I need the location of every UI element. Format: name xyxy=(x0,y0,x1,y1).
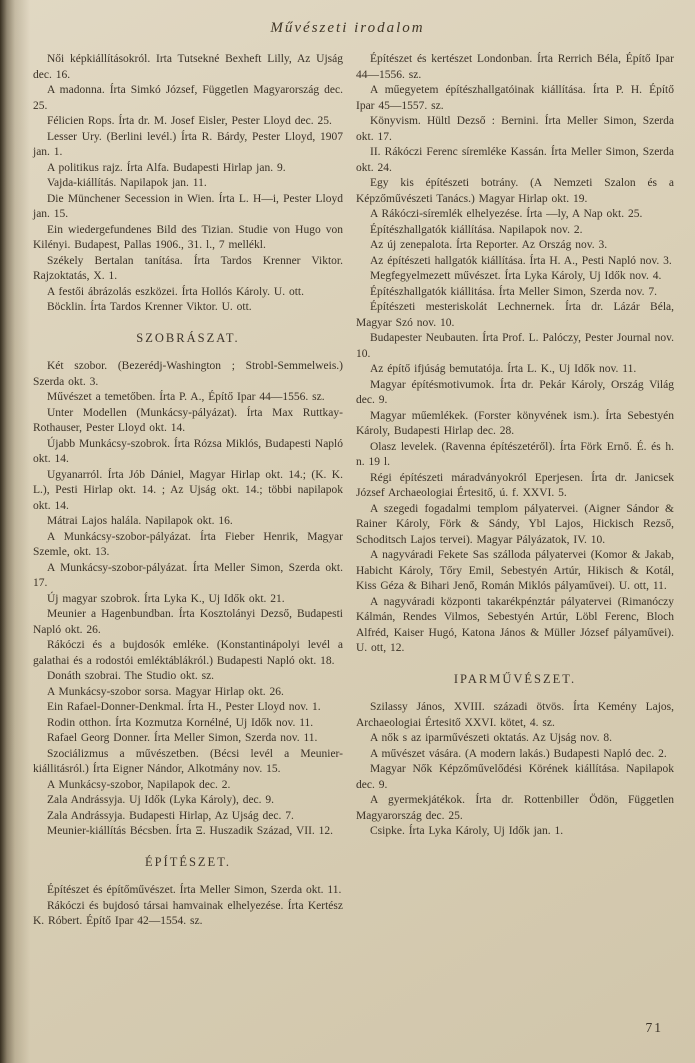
bibliography-entry: Megfegyelmezett művészet. Írta Lyka Károly, Uj Idők nov. 4. xyxy=(370,270,662,282)
bibliography-entry: A Munkácsy-szobor sorsa. Magyar Hirlap okt. 26. xyxy=(47,685,284,698)
section-heading: IPARMŰVÉSZET. xyxy=(453,671,577,686)
section-heading: ÉPÍTÉSZET. xyxy=(144,854,232,869)
bibliography-entry: Lesser Ury. (Berlini levél.) Írta R. Bárdy, Pester Lloyd, 1907 jan. 1. xyxy=(33,130,343,158)
bibliography-entry: Ugyanarról. Írta Jób Dániel, Magyar Hirlap okt. 14.; (K. K. L.), Pesti Hirlap okt. 14. ; Az Ujság okt. 14.; többi napilapok okt. 14. xyxy=(33,468,343,512)
bibliography-entry: Szilassy János, XVIII. századi ötvös. Írta Kemény Lajos, Archaeologiai Értesitő XXVI. kötet, 4. sz. xyxy=(356,701,674,729)
bibliography-entry: Olasz levelek. (Ravenna építészetéről). Írta Förk Ernő. É. és h. n. 19 l. xyxy=(356,440,674,468)
bibliography-entry: Meunier a Hagenbundban. Írta Kosztolányi Dezső, Budapesti Napló okt. 26. xyxy=(33,608,343,636)
bibliography-entry: Az építészeti hallgatók kiállítása. Írta H. A., Pesti Napló nov. 3. xyxy=(370,254,672,267)
bibliography-entry: Építészet és kertészet Londonban. Írta Rerrich Béla, Építő Ipar 44—1556. sz. xyxy=(356,53,674,81)
bibliography-entry: Női képkiállításokról. Irta Tutsekné Bexheft Lilly, Az Ujság dec. 16. xyxy=(33,53,343,81)
bibliography-entry: Böcklin. Írta Tardos Krenner Viktor. U. ott. xyxy=(47,301,252,313)
bibliography-entry: A nagyváradi Fekete Sas szálloda pályatervei (Komor & Jakab, Habicht Károly, Tőry Emil, Sebestyén Artúr, Hikisch & Kotál, Kiss Géza & Bihari Jenő, Román Miklós pályaművei). U. ott, 11. xyxy=(356,549,674,592)
bibliography-entry: A politikus rajz. Írta Alfa. Budapesti Hirlap jan. 9. xyxy=(47,161,286,174)
bibliography-entry: Zala Andrássyja. Budapesti Hirlap, Az Ujság dec. 7. xyxy=(47,809,294,822)
bibliography-entry: A Rákóczi-síremlék elhelyezése. Írta —ly, A Nap okt. 25. xyxy=(370,208,643,220)
bibliography-entry: Rodin otthon. Írta Kozmutza Kornélné, Uj Idők nov. 11. xyxy=(47,716,314,729)
bibliography-entry: A festői ábrázolás eszközei. Írta Hollós Károly. U. ott. xyxy=(47,285,304,298)
bibliography-entry: A nők s az iparművészeti oktatás. Az Ujság nov. 8. xyxy=(370,732,613,744)
bibliography-entry: Mátrai Lajos halála. Napilapok okt. 16. xyxy=(47,515,233,527)
bibliography-entry: Művészet a temetőben. Írta P. A., Építő Ipar 44—1556. sz. xyxy=(47,391,325,403)
bibliography-entry: Rafael Georg Donner. Írta Meller Simon, Szerda nov. 11. xyxy=(47,732,318,744)
bibliography-entry: Ein wiedergefundenes Bild des Tizian. Studie von Hugo von Kilényi. Budapest, Pallas 1906., 31. l., 7 mellékl. xyxy=(33,223,343,251)
bibliography-entry: Építészeti mesteriskolát Lechnernek. Írta dr. Lázár Béla, Magyar Szó nov. 10. xyxy=(356,301,674,329)
bibliography-entry: Székely Bertalan tanítása. Írta Tardos Krenner Viktor. Rajzoktatás, X. 1. xyxy=(33,254,343,282)
bibliography-entry: II. Rákóczi Ferenc síremléke Kassán. Írta Meller Simon, Szerda okt. 24. xyxy=(356,146,674,174)
bibliography-entry: Csipke. Írta Lyka Károly, Uj Idők jan. 1. xyxy=(370,825,564,837)
bibliography-entry: Építészhallgatók kiállítása. Napilapok nov. 2. xyxy=(370,223,583,236)
bibliography-entry: Régi építészeti máradványokról Eperjesen. Írta dr. Janicsek József Archaeologiai Értesitő, ú. f. XXVI. 5. xyxy=(356,471,674,499)
bibliography-entry: A műegyetem építészhallgatóinak kiállítása. Írta P. H. Építő Ipar 45—1557. sz. xyxy=(356,84,674,112)
bibliography-entry: A Munkácsy-szobor-pályázat. Írta Meller Simon, Szerda okt. 17. xyxy=(33,561,343,589)
bibliography-entry: A gyermekjátékok. Írta dr. Rottenbiller Ödön, Független Magyarország dec. 25. xyxy=(356,794,674,822)
bibliography-entry: A Munkácsy-szobor, Napilapok dec. 2. xyxy=(47,778,231,791)
bibliography-entry: Vajda-kiállítás. Napilapok jan. 11. xyxy=(47,177,207,189)
bibliography-entry: Ein Rafael-Donner-Denkmal. Írta H., Pester Lloyd nov. 1. xyxy=(47,701,321,713)
right-column xyxy=(356,52,674,840)
bibliography-entry: Magyar építésmotivumok. Írta dr. Pekár Károly, Ország Világ dec. 9. xyxy=(356,378,674,406)
bibliography-entry: Szociálizmus a művészetben. (Bécsi levél a Meunier-kiállitásról.) Írta Eigner Nándor, Alkotmány nov. 15. xyxy=(33,747,343,775)
running-head: Művészeti irodalom xyxy=(270,20,425,36)
bibliography-entry: A Munkácsy-szobor-pályázat. Írta Fieber Henrik, Magyar Szemle, okt. 13. xyxy=(33,530,343,558)
bibliography-entry: Egy kis építészeti botrány. (A Nemzeti Szalon és a Képzőművészeti Tanács.) Magyar Hirlap okt. 19. xyxy=(356,177,674,205)
bibliography-entry: Magyar műemlékek. (Forster könyvének ism.). Írta Sebestyén Károly, Budapesti Hirlap dec. 28. xyxy=(356,409,674,437)
bibliography-entry: Két szobor. (Bezerédj-Washington ; Strobl-Semmelweis.) Szerda okt. 3. xyxy=(33,360,343,388)
bibliography-entry: Rákóczi és bujdosó társai hamvainak elhelyezése. Írta Kertész K. Róbert. Építő Ipar 42—1554. sz. xyxy=(33,899,343,927)
page-number: 71 xyxy=(645,1020,663,1035)
bibliography-entry: Zala Andrássyja. Uj Idők (Lyka Károly), dec. 9. xyxy=(47,794,275,806)
bibliography-entry: Építészhallgatók kiállitása. Írta Meller Simon, Szerda nov. 7. xyxy=(370,285,657,298)
bibliography-entry: Meunier-kiállítás Bécsben. Írta Ξ. Huszadik Század, VII. 12. xyxy=(47,825,334,837)
bibliography-entry: Az új zenepalota. Írta Reporter. Az Ország nov. 3. xyxy=(370,239,608,251)
bibliography-entry: Die Münchener Secession in Wien. Írta L. H—i, Pester Lloyd jan. 15. xyxy=(33,192,343,220)
bibliography-entry: Könyvism. Hültl Dezső : Bernini. Írta Meller Simon, Szerda okt. 17. xyxy=(356,115,674,143)
bibliography-entry: Építészet és építőművészet. Írta Meller Simon, Szerda okt. 11. xyxy=(47,884,342,896)
bibliography-entry: Új magyar szobrok. Írta Lyka K., Uj Idők okt. 21. xyxy=(47,592,285,605)
bibliography-entry: A madonna. Írta Simkó József, Független Magyarország dec. 25. xyxy=(33,84,343,112)
bibliography-entry: Az építő ifjúság bemutatója. Írta L. K., Uj Idők nov. 11. xyxy=(370,363,637,375)
bibliography-entry: Magyar Nők Képzőművelődési Körének kiállítása. Napilapok dec. 9. xyxy=(356,763,674,791)
section-heading: SZOBRÁSZAT. xyxy=(136,330,240,345)
bibliography-entry: Újabb Munkácsy-szobrok. Írta Rózsa Miklós, Budapesti Napló okt. 14. xyxy=(33,437,344,465)
bibliography-entry: Budapester Neubauten. Írta Prof. L. Palóczy, Pester Journal nov. 10. xyxy=(356,332,674,360)
left-column xyxy=(33,52,343,930)
bibliography-entry: A művészet vására. (A modern lakás.) Budapesti Napló dec. 2. xyxy=(370,747,667,760)
bibliography-entry: Félicien Rops. Írta dr. M. Josef Eisler, Pester Lloyd dec. 25. xyxy=(47,115,332,127)
bibliography-entry: Donáth szobrai. The Studio okt. sz. xyxy=(47,670,215,682)
bibliography-entry: Rákóczi és a bujdosók emléke. (Konstantinápolyi levél a galathai és a rodostói emléktáblákról.) Budapesti Napló okt. 18. xyxy=(33,639,343,667)
bibliography-entry: Unter Modellen (Munkácsy-pályázat). Írta Max Ruttkay-Rothauser, Pester Lloyd okt. 14. xyxy=(33,406,343,434)
bibliography-entry: A szegedi fogadalmi templom pályatervei. (Aigner Sándor & Rainer Károly, Förk & Sándy, Ybl Lajos, Hickisch Rezső, Schoditsch Lajos tervei). Magyar Pályázatok, IV. 10. xyxy=(356,502,674,546)
bibliography-entry: A nagyváradi központi takarékpénztár pályatervei (Rimanóczy Kálmán, Rendes Vilmos, Sebestyén Artúr, Löbl Ferenc, Bloch Alfréd, Kaiser Hugó, Katona János & Müller József pályaművei). U. ott, 12. xyxy=(356,595,674,654)
